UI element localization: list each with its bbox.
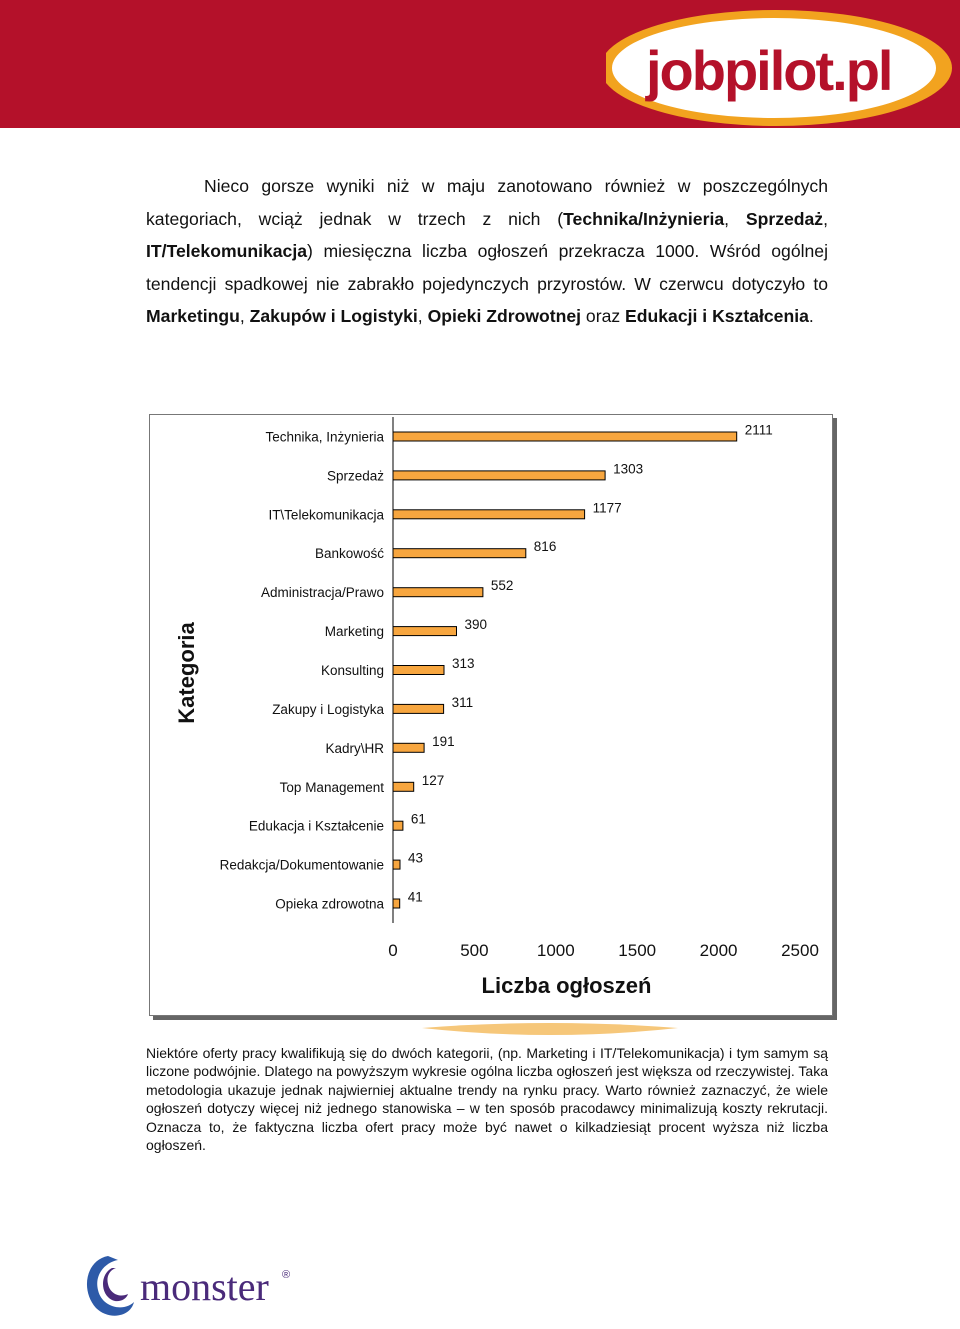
bar [393, 666, 444, 675]
intro-text: , [823, 208, 828, 229]
logo-text: jobpilot.pl [646, 39, 892, 102]
bar [393, 627, 457, 636]
data-label: 191 [432, 733, 455, 749]
data-label: 43 [408, 850, 424, 866]
monster-logo-graphic [78, 1250, 308, 1324]
data-label: 1177 [592, 500, 622, 516]
bar [393, 860, 400, 869]
x-tick-label: 1500 [618, 941, 657, 960]
intro-text: , [724, 208, 746, 229]
bar [393, 510, 585, 519]
data-label: 390 [464, 617, 488, 633]
note-text: Niektóre oferty pracy kwalifikują się do dwóch kategorii, (np. Marketing i IT/Telekomunikacja) i tym samym są liczone podwójnie. Dlatego na powyższym wykresie ogólna liczba ogłoszeń jest większa od rzeczywistej. Taka metodologia ukazuje jednak najwierniej aktualne trendy na rynku pracy. Warto również zaznaczyć, że wiele ogłoszeń dotyczy więcej niż jednego stanowiska – w ten sposób pracodawcy minimalizują koszty rekrutacji. Oznacza to, że faktyczna liczba ofert pracy może być nawet o kilkadziesiąt procent wyższa niż liczba ogłoszeń. [146, 1045, 828, 1154]
category-label: Zakupy i Logistyka [272, 701, 384, 717]
jobpilot-logo-graphic [606, 6, 960, 126]
swoosh-shape [422, 1023, 678, 1035]
bar-chart [149, 414, 833, 1016]
intro-text: oraz [581, 306, 626, 326]
jobpilot-logo[interactable] [606, 6, 960, 126]
header-band [0, 0, 960, 128]
data-label: 61 [410, 811, 426, 827]
category-label: IT\Telekomunikacja [268, 507, 384, 523]
data-label: 313 [452, 656, 475, 671]
category-label: Kadry\HR [325, 740, 384, 756]
bar [393, 782, 414, 791]
x-tick-label: 1000 [536, 941, 575, 960]
category-label: Opieka zdrowotna [275, 896, 384, 912]
intro-paragraph [146, 170, 828, 333]
data-label: 1303 [613, 461, 644, 477]
bar [393, 899, 400, 908]
y-axis-title: Kategoria [174, 622, 199, 724]
intro-bold: IT/Telekomunikacja [146, 241, 308, 261]
bar [393, 588, 483, 597]
intro-text: . [808, 306, 814, 326]
data-label: 816 [533, 539, 557, 555]
intro-bold: Zakupów i Logistyki [249, 306, 418, 326]
data-label: 41 [407, 889, 423, 905]
bar [393, 432, 737, 441]
intro-bold: Marketingu [146, 306, 240, 326]
data-label: 311 [451, 694, 474, 710]
x-tick-label: 500 [460, 941, 489, 960]
category-label: Sprzedaż [326, 468, 384, 484]
data-label: 127 [421, 772, 445, 788]
monster-swirl-icon [87, 1256, 134, 1316]
chart-svg [150, 415, 832, 1015]
monster-logo[interactable] [78, 1250, 308, 1324]
bar [393, 549, 526, 558]
category-label: Konsulting [320, 663, 384, 678]
intro-text: Nieco gorsze wyniki niż w maju zanotowano również w poszczególnych kategoriach, wciąż jednak w trzech z nich ( [146, 176, 828, 229]
intro-bold: Edukacji i Kształcenia [625, 306, 809, 326]
category-label: Marketing [324, 624, 384, 640]
bar [393, 704, 444, 713]
x-axis-title: Liczba ogłoszeń [481, 973, 652, 998]
intro-text: ) miesięczna liczba ogłoszeń przekracza 1000. Wśród ogólnej tendencji spadkowej nie zabrakło pojedynczych przyrostów. W czerwcu dotyczyło to [146, 241, 828, 294]
category-label: Administracja/Prawo [260, 585, 384, 601]
bar [393, 471, 605, 480]
bar [393, 821, 403, 830]
intro-text: , [239, 306, 250, 326]
intro-bold: Sprzedaż [745, 208, 824, 229]
x-tick-label: 0 [388, 941, 398, 960]
data-label: 2111 [744, 422, 773, 438]
monster-wordmark: monster [140, 1264, 269, 1309]
x-tick-label: 2500 [781, 941, 819, 960]
category-label: Bankowość [314, 546, 384, 562]
data-label: 552 [490, 578, 514, 594]
monster-registered-mark: ® [282, 1269, 291, 1281]
category-label: Technika, Inżynieria [265, 429, 384, 445]
category-label: Redakcja/Dokumentowanie [219, 857, 384, 873]
bar [393, 743, 424, 752]
intro-bold: Opieki Zdrowotnej [427, 306, 582, 326]
intro-text: , [417, 306, 428, 326]
decorative-swoosh [420, 1020, 680, 1042]
category-label: Top Management [279, 779, 384, 795]
intro-bold: Technika/Inżynieria [563, 208, 725, 229]
monster-swirl-inner-icon [103, 1268, 128, 1301]
methodology-note [146, 1044, 828, 1154]
x-tick-label: 2000 [699, 941, 738, 960]
category-label: Edukacja i Kształcenie [248, 818, 384, 834]
